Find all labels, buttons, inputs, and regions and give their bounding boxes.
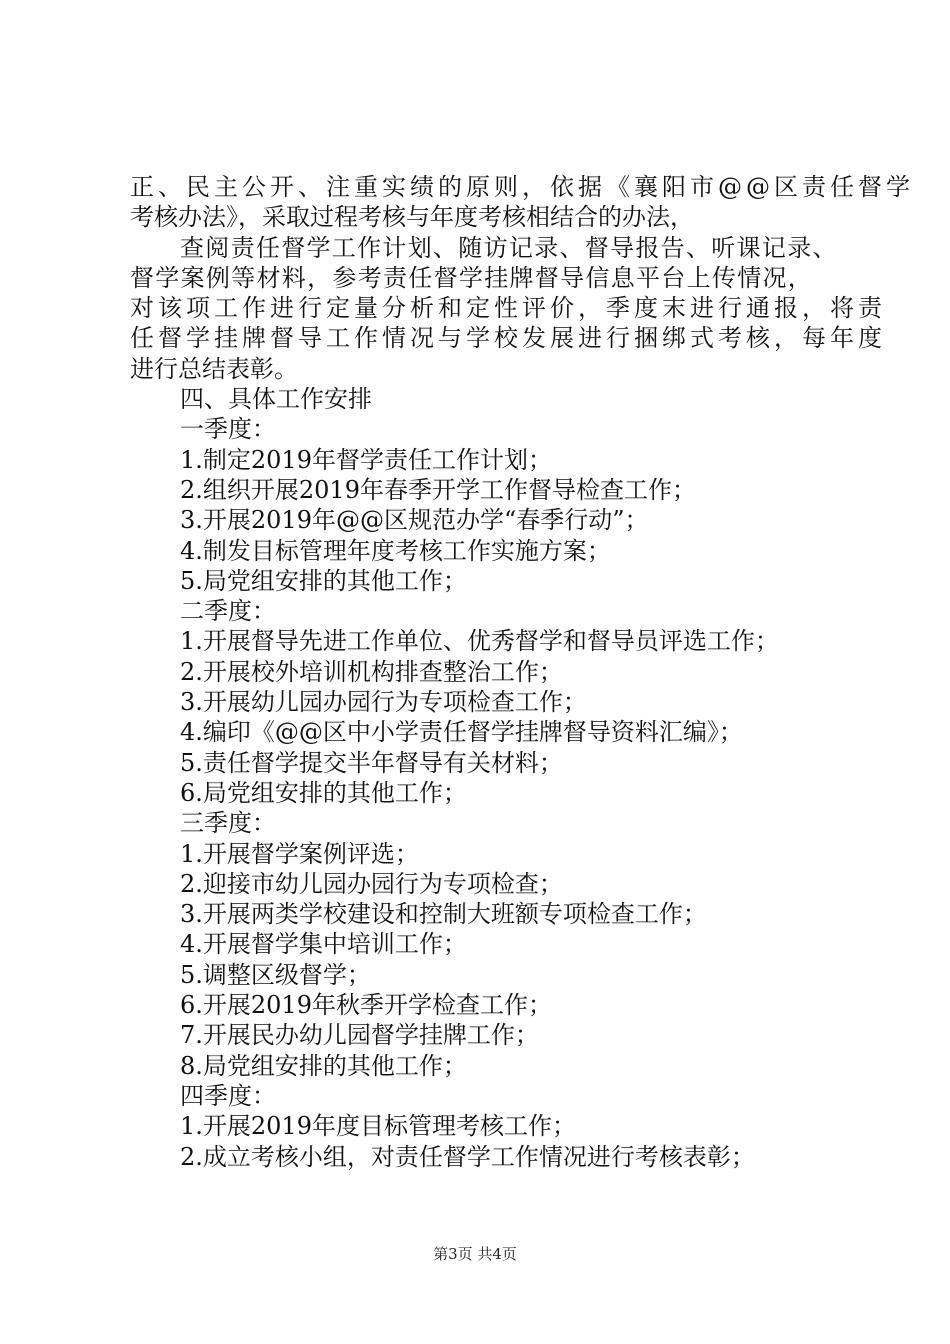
list-item: 4.编印《@@区中小学责任督学挂牌督导资料汇编》； [180, 718, 743, 747]
list-item: 1.开展督学案例评选； [180, 839, 419, 868]
list-item: 1.开展督导先进工作单位、优秀督学和督导员评选工作； [180, 627, 779, 656]
list-item: 2.成立考核小组，对责任督学工作情况进行考核表彰； [180, 1142, 755, 1171]
list-item: 4.开展督学集中培训工作； [180, 930, 467, 959]
quarter-heading: 二季度： [180, 597, 276, 626]
list-item: 2.组织开展2019年春季开学工作督导检查工作； [180, 475, 696, 504]
list-item: 7.开展民办幼儿园督学挂牌工作； [180, 1021, 539, 1050]
document-body [130, 172, 914, 1172]
section-heading: 四、具体工作安排 [180, 385, 372, 414]
list-item: 4.制发目标管理年度考核工作实施方案； [180, 536, 611, 565]
list-item: 3.开展幼儿园办园行为专项检查工作； [180, 688, 587, 717]
list-item: 6.局党组安排的其他工作； [180, 778, 467, 807]
paragraph-line: 进行总结表彰。 [130, 354, 298, 383]
list-item: 8.局党组安排的其他工作； [180, 1051, 467, 1080]
list-item: 5.调整区级督学； [180, 960, 371, 989]
paragraph-line: 查阅责任督学工作计划、随访记录、督导报告、听课记录、 [180, 233, 838, 262]
list-item: 5.局党组安排的其他工作； [180, 566, 467, 595]
quarter-heading: 四季度： [180, 1081, 276, 1110]
paragraph-line: 督学案例等材料，参考责任督学挂牌督导信息平台上传情况， [130, 263, 814, 292]
list-item: 3.开展2019年@@区规范办学“春季行动”； [180, 506, 649, 535]
paragraph-line: 对该项工作进行定量分析和定性评价，季度末进行通报，将责 [130, 294, 886, 323]
quarter-heading: 一季度： [180, 415, 276, 444]
list-item: 2.开展校外培训机构排查整治工作； [180, 657, 563, 686]
quarter-heading: 三季度： [180, 809, 276, 838]
paragraph-line: 考核办法》，采取过程考核与年度考核相结合的办法， [130, 203, 694, 232]
paragraph-line: 正、民主公开、注重实绩的原则，依据《襄阳市@@区责任督学 [130, 173, 914, 201]
list-item: 2.迎接市幼儿园办园行为专项检查； [180, 869, 563, 898]
list-item: 3.开展两类学校建设和控制大班额专项检查工作； [180, 900, 707, 929]
list-item: 1.制定2019年督学责任工作计划； [180, 445, 552, 474]
list-item: 5.责任督学提交半年督导有关材料； [180, 748, 563, 777]
list-item: 1.开展2019年度目标管理考核工作； [180, 1112, 576, 1141]
list-item: 6.开展2019年秋季开学检查工作； [180, 991, 552, 1020]
paragraph-line: 任督学挂牌督导工作情况与学校发展进行捆绑式考核，每年度 [130, 324, 886, 353]
page-footer: 第3页 共4页 [433, 1245, 517, 1263]
